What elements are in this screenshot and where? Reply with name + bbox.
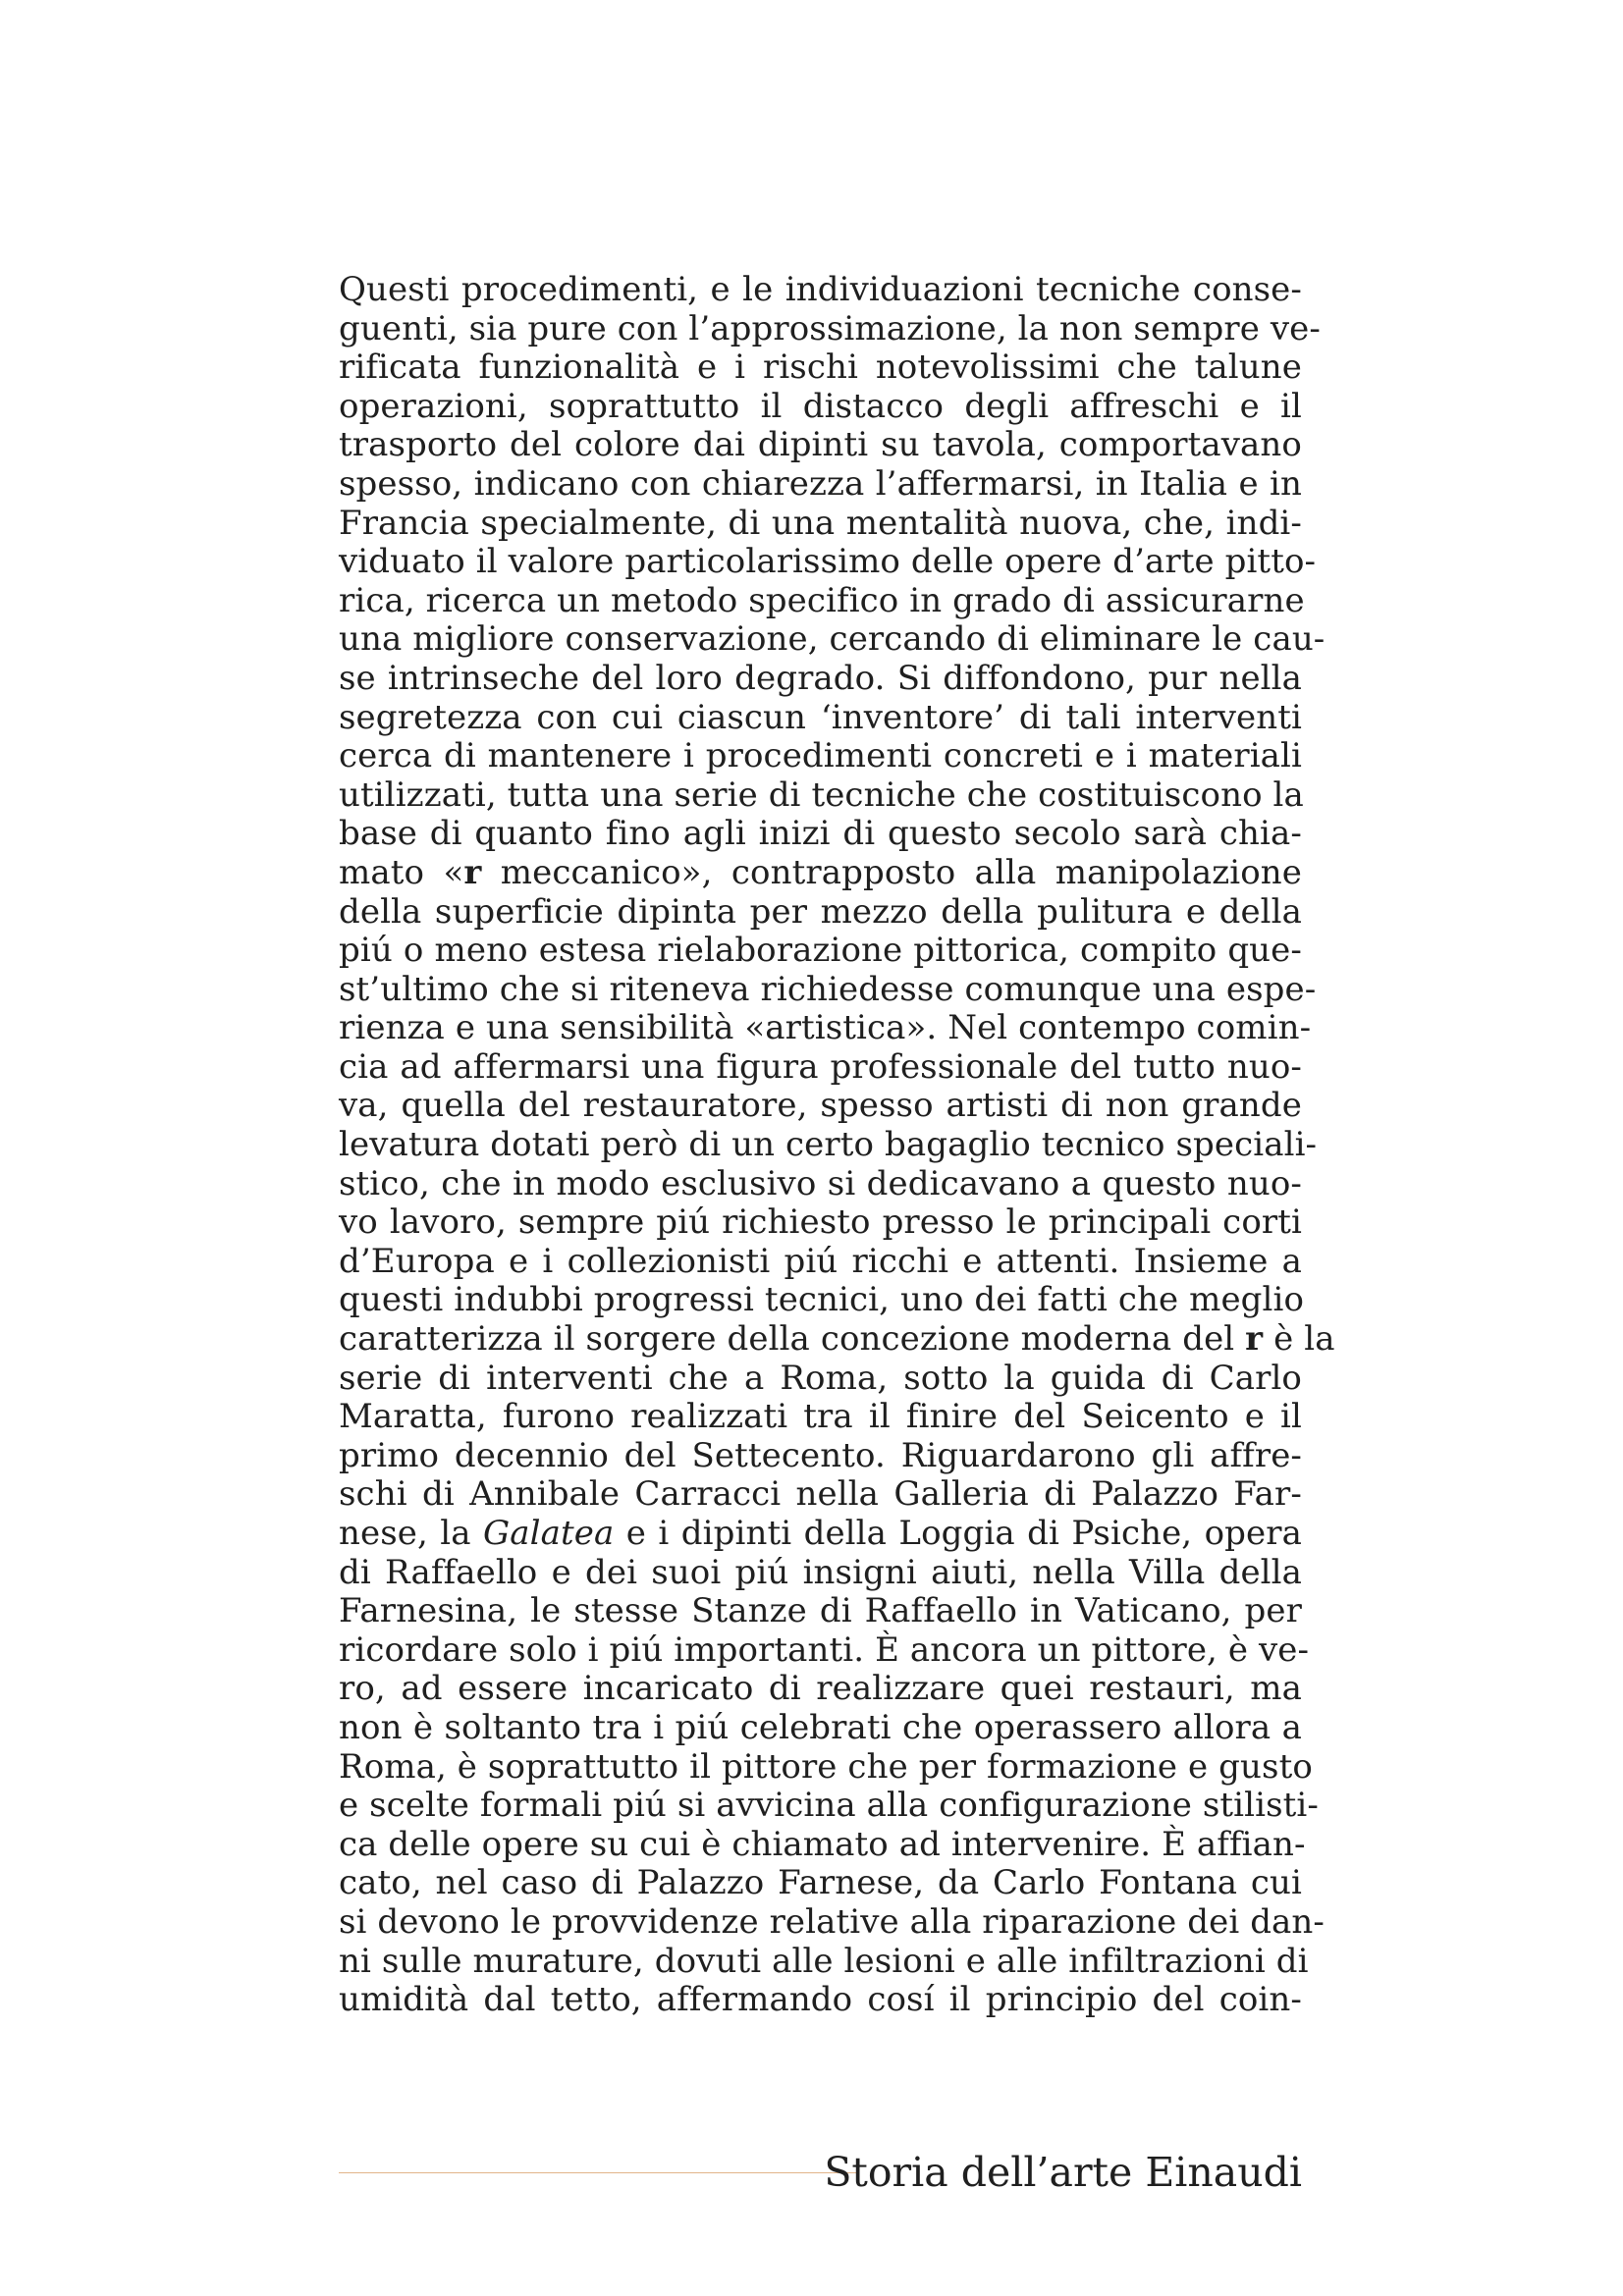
body-line: piú o meno estesa rielaborazione pittorica, compito que- bbox=[339, 931, 1302, 971]
body-line: cerca di mantenere i procedimenti concreti e i materiali bbox=[339, 736, 1302, 776]
body-line: nese, la Galatea e i dipinti della Loggia di Psiche, opera bbox=[339, 1514, 1302, 1553]
body-line: mato «r meccanico», contrapposto alla manipolazione bbox=[339, 852, 1303, 892]
body-line: Questi procedimenti, e le individuazioni tecniche conse- bbox=[339, 270, 1302, 309]
body-line: serie di interventi che a Roma, sotto la guida di Carlo bbox=[339, 1358, 1302, 1398]
body-line: guenti, sia pure con l’approssimazione, la non sempre ve- bbox=[339, 308, 1321, 348]
body-line: Roma, è soprattutto il pittore che per formazione e gusto bbox=[339, 1746, 1313, 1787]
body-line: rificata funzionalità e i rischi notevolissimi che talune bbox=[339, 347, 1302, 388]
body-line: d’Europa e i collezionisti piú ricchi e attenti. Insieme a bbox=[339, 1241, 1302, 1281]
body-line: viduato il valore particolarissimo delle opere d’arte pitto- bbox=[339, 542, 1317, 582]
body-line: segretezza con cui ciascun ‘inventore’ di tali interventi bbox=[339, 697, 1302, 737]
body-line: ca delle opere su cui è chiamato ad intervenire. È affian- bbox=[339, 1824, 1306, 1864]
body-paragraph bbox=[339, 270, 1335, 2020]
body-line: rica, ricerca un metodo specifico in grado di assicurarne bbox=[339, 580, 1305, 620]
body-line: ro, ad essere incaricato di realizzare quei restauri, ma bbox=[339, 1669, 1302, 1709]
body-line: non è soltanto tra i piú celebrati che operassero allora a bbox=[339, 1707, 1302, 1747]
body-line: Francia specialmente, di una mentalità nuova, che, indi- bbox=[339, 503, 1302, 543]
body-line: della superficie dipinta per mezzo della pulitura e della bbox=[339, 891, 1302, 932]
footer-rule bbox=[339, 2172, 859, 2173]
body-line: cato, nel caso di Palazzo Farnese, da Carlo Fontana cui bbox=[339, 1863, 1302, 1903]
body-line: Maratta, furono realizzati tra il finire del Seicento e il bbox=[339, 1397, 1302, 1437]
body-line: si devono le provvidenze relative alla riparazione dei dan- bbox=[339, 1901, 1325, 1942]
body-line: base di quanto fino agli inizi di questo secolo sarà chia- bbox=[339, 814, 1302, 854]
body-line: di Raffaello e dei suoi piú insigni aiuti, nella Villa della bbox=[339, 1552, 1302, 1592]
body-line: utilizzati, tutta una serie di tecniche che costituiscono la bbox=[339, 774, 1304, 815]
abbreviation-r: r bbox=[1245, 1319, 1264, 1360]
body-line: se intrinseche del loro degrado. Si diffondono, pur nella bbox=[339, 658, 1302, 698]
body-line: ricordare solo i piú importanti. È ancora un pittore, è ve- bbox=[339, 1629, 1310, 1670]
body-line: rienza e una sensibilità «artistica». Nel contempo comin- bbox=[339, 1008, 1312, 1048]
body-line: st’ultimo che si riteneva richiedesse comunque una espe- bbox=[339, 969, 1317, 1009]
body-line: Farnesina, le stesse Stanze di Raffaello in Vaticano, per bbox=[339, 1591, 1302, 1631]
body-line: cia ad affermarsi una figura professionale del tutto nuo- bbox=[339, 1046, 1302, 1087]
body-line: va, quella del restauratore, spesso artisti di non grande bbox=[339, 1086, 1302, 1126]
abbreviation-r: r bbox=[463, 852, 482, 892]
body-line: primo decennio del Settecento. Riguardarono gli affre- bbox=[339, 1435, 1302, 1475]
body-line: e scelte formali piú si avvicina alla configurazione stilisti- bbox=[339, 1786, 1319, 1826]
body-line: stico, che in modo esclusivo si dedicavano a questo nuo- bbox=[339, 1163, 1302, 1203]
body-line: ni sulle murature, dovuti alle lesioni e alle infiltrazioni di bbox=[339, 1941, 1309, 1981]
body-line: levatura dotati però di un certo bagaglio tecnico speciali- bbox=[339, 1125, 1318, 1165]
italic-title: Galatea bbox=[483, 1514, 615, 1553]
body-line: vo lavoro, sempre piú richiesto presso le principali corti bbox=[339, 1202, 1302, 1243]
body-line: questi indubbi progressi tecnici, uno dei fatti che meglio bbox=[339, 1280, 1305, 1320]
body-line: schi di Annibale Carracci nella Galleria di Palazzo Far- bbox=[339, 1474, 1302, 1515]
body-line: operazioni, soprattutto il distacco degli affreschi e il bbox=[339, 386, 1302, 426]
body-line: spesso, indicano con chiarezza l’affermarsi, in Italia e in bbox=[339, 463, 1302, 504]
body-line: caratterizza il sorgere della concezione moderna del r è la bbox=[339, 1319, 1335, 1360]
body-line: umidità dal tetto, affermando cosí il principio del coin- bbox=[339, 1980, 1302, 2020]
body-line: una migliore conservazione, cercando di eliminare le cau- bbox=[339, 619, 1325, 660]
footer-title: Storia dell’arte Einaudi bbox=[824, 2149, 1302, 2196]
body-line: trasporto del colore dai dipinti su tavola, comportavano bbox=[339, 425, 1302, 465]
